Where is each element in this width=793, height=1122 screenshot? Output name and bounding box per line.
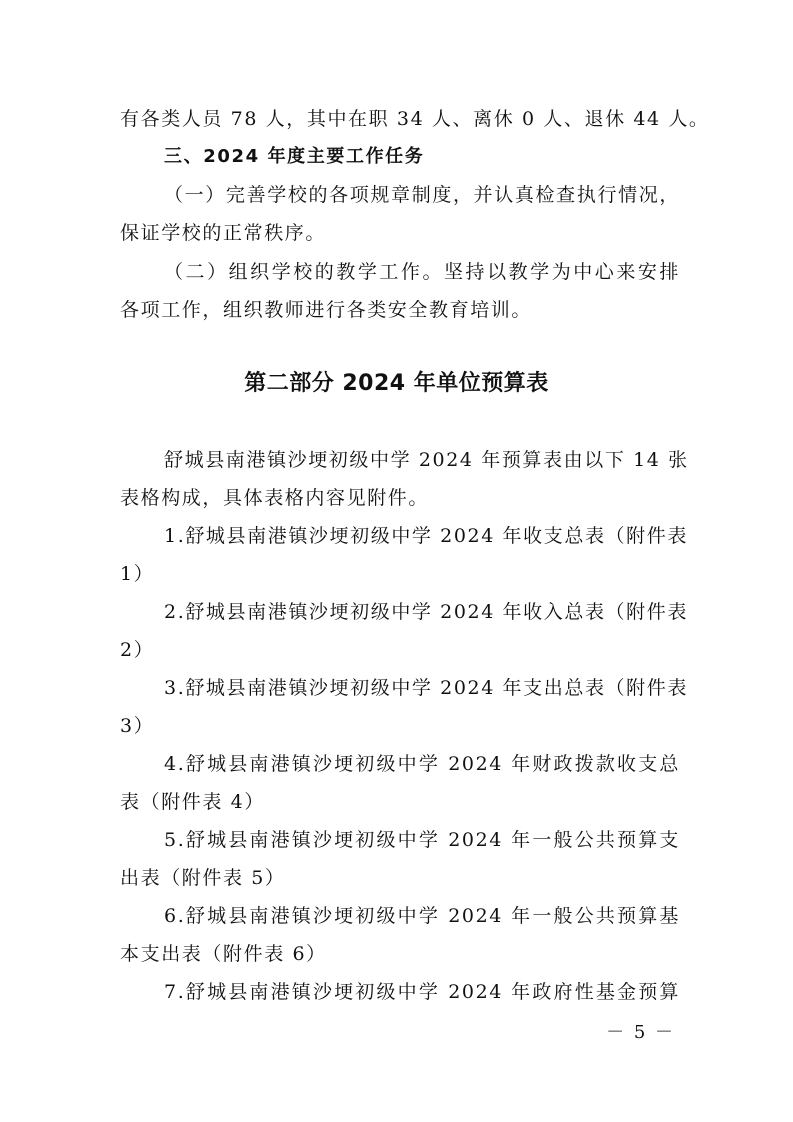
- section-heading-main-tasks: 三、2024 年度主要工作任务: [164, 146, 425, 167]
- list-item-5-line-2: 出表（附件表 5）: [120, 867, 286, 889]
- list-item-4-line-2: 表（附件表 4）: [120, 791, 265, 813]
- list-item-3-line-2: 3）: [120, 715, 155, 737]
- page-number: － 5 －: [606, 1022, 675, 1043]
- list-item-6-line-1: 6.舒城县南港镇沙埂初级中学 2024 年一般公共预算基: [164, 905, 680, 927]
- task-2-line-2: 各项工作，组织教师进行各类安全教育培训。: [120, 299, 533, 321]
- part-title: 第二部分 2024 年单位预算表: [244, 371, 549, 396]
- list-item-4-line-1: 4.舒城县南港镇沙埂初级中学 2024 年财政拨款收支总: [164, 753, 680, 775]
- task-1-line-1: （一）完善学校的各项规章制度，并认真检查执行情况，: [164, 184, 680, 206]
- staff-count-line: 有各类人员 78 人，其中在职 34 人、离休 0 人、退休 44 人。: [120, 108, 710, 130]
- intro-line-2: 表格构成，具体表格内容见附件。: [120, 487, 430, 509]
- list-item-1-line-1: 1.舒城县南港镇沙埂初级中学 2024 年收支总表（附件表: [164, 525, 688, 547]
- list-item-6-line-2: 本支出表（附件表 6）: [120, 943, 327, 965]
- list-item-2-line-1: 2.舒城县南港镇沙埂初级中学 2024 年收入总表（附件表: [164, 601, 688, 623]
- task-1-line-2: 保证学校的正常秩序。: [120, 222, 327, 244]
- list-item-5-line-1: 5.舒城县南港镇沙埂初级中学 2024 年一般公共预算支: [164, 829, 680, 851]
- list-item-7-line-1: 7.舒城县南港镇沙埂初级中学 2024 年政府性基金预算: [164, 981, 680, 1003]
- list-item-1-line-2: 1）: [120, 563, 155, 585]
- list-item-3-line-1: 3.舒城县南港镇沙埂初级中学 2024 年支出总表（附件表: [164, 677, 688, 699]
- list-item-2-line-2: 2）: [120, 639, 155, 661]
- task-2-line-1: （二）组织学校的教学工作。坚持以教学为中心来安排: [164, 261, 680, 283]
- intro-line-1: 舒城县南港镇沙埂初级中学 2024 年预算表由以下 14 张: [164, 449, 689, 471]
